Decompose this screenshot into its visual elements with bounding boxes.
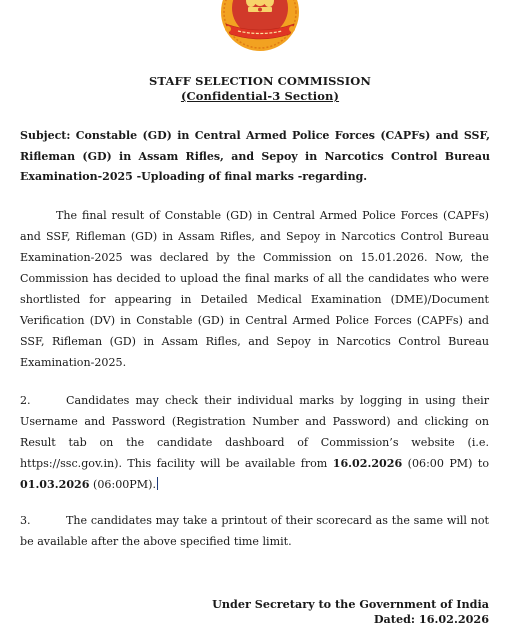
date-from: 16.02.2026: [332, 457, 403, 470]
text-cursor: [157, 477, 158, 490]
paragraph-2-number: 2.: [20, 394, 31, 407]
paragraph-1: The final result of Constable (GD) in Central Armed Police Forces (CAPFs) and SSF, Rifleman (GD) in Assam Rifles, and Sepoy in Narcotics Control Bureau Examination-2025 was declared by the Commission on 15.01.2026. Now, the Commission has decided to upload the final marks of all the candidates who were shortlisted for appearing in Detailed Medical Examination (DME)/Document Verification (DV) in Constable (GD) in Central Armed Police Forces (CAPFs) and SSF, Rifleman (GD) in Assam Rifles, and Sepoy in Narcotics Control Bureau Examination-2025.: [20, 209, 489, 369]
signatory-designation: Under Secretary to the Government of India: [212, 597, 489, 611]
org-name: STAFF SELECTION COMMISSION: [149, 74, 371, 88]
lion-capital-icon: [246, 0, 274, 12]
ssc-emblem-logo: [198, 0, 322, 56]
time-to: (06:00PM).: [89, 478, 156, 491]
paragraph-2: [20, 390, 489, 495]
paragraph-3: [20, 510, 489, 552]
paragraph-3-number: 3.: [20, 514, 31, 527]
section-name: (Confidential-3 Section): [180, 89, 340, 103]
paragraph-3-text: The candidates may take a printout of their scorecard as the same will not be available after the above specified time limit.: [20, 514, 489, 548]
date-to: 01.03.2026: [20, 478, 90, 491]
signature-date: Dated: 16.02.2026: [373, 612, 489, 626]
paragraph-2-text: Candidates may check their individual marks by logging in using their Username and Password (Registration Number and Password) and clicking on Result tab on the candidate dashboard of Commission’s website (i.e. https://ssc.gov.in). This facility will be available from: [20, 394, 489, 470]
subject-line: Subject: Constable (GD) in Central Armed Police Forces (CAPFs) and SSF, Rifleman (GD) in Assam Rifles, and Sepoy in Narcotics Control Bureau Examination-2025 -Uploading of final marks -regarding.: [20, 129, 490, 183]
time-from: (06:00 PM) to: [402, 457, 490, 470]
